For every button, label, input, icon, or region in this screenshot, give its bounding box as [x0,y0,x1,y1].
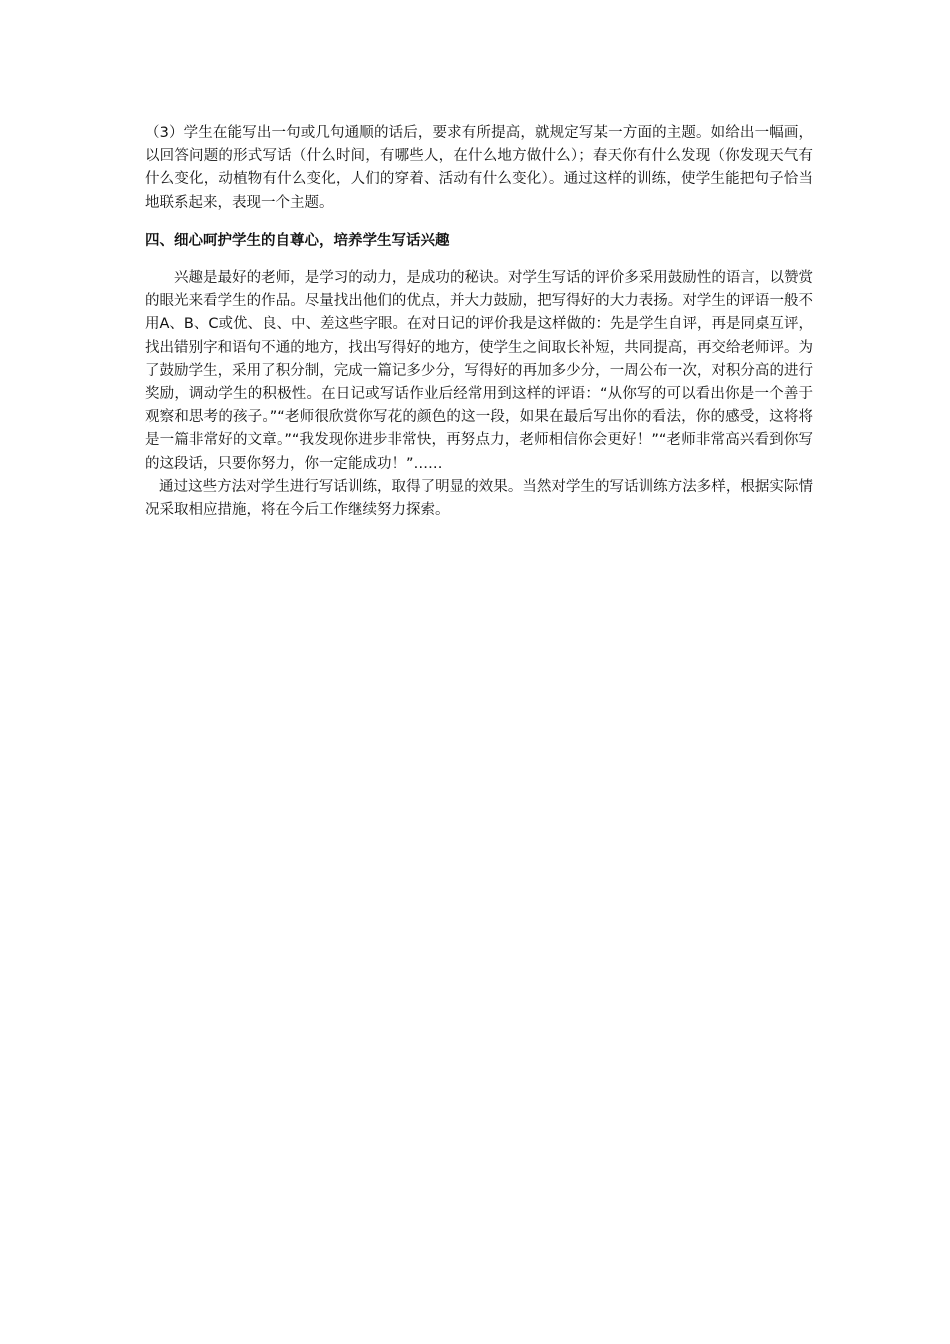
section-4-heading: 四、细心呵护学生的自尊心，培养学生写话兴趣 [145,232,450,249]
section-4-paragraph-1: 兴趣是最好的老师，是学习的动力，是成功的秘诀。对学生写话的评价多采用鼓励性的语言，以赞赏的眼光来看学生的作品。尽量找出他们的优点，并大力鼓励，把写得好的大力表扬。对学生的评语一般不用A、B、C或优、良、中、差这些字眼。在对日记的评价我是这样做的：先是学生自评，再是同桌互评，找出错别字和语句不通的地方，找出写得好的地方，使学生之间取长补短，共同提高，再交给老师评。为了鼓励学生，采用了积分制，完成一篇记多少分，写得好的再加多少分，一周公布一次，对积分高的进行奖励，调动学生的积极性。在日记或写话作业后经常用到这样的评语：“从你写的可以看出你是一个善于观察和思考的孩子。”“老师很欣赏你写花的颜色的这一段，如果在最后写出你的看法，你的感受，这将将是一篇非常好的文章。”“我发现你进步非常快，再努点力，老师相信你会更好！”“老师非常高兴看到你写的这段话，只要你努力，你一定能成功！”…… [145,270,813,472]
document-page [145,122,813,522]
paragraph-3: （3）学生在能写出一句或几句通顺的话后，要求有所提高，就规定写某一方面的主题。如给出一幅画，以回答问题的形式写话（什么时间，有哪些人，在什么地方做什么）；春天你有什么发现（你发现天气有什么变化，动植物有什么变化，人们的穿着、活动有什么变化）。通过这样的训练，使学生能把句子恰当地联系起来，表现一个主题。 [145,125,813,211]
section-4-paragraph-2: 通过这些方法对学生进行写话训练，取得了明显的效果。当然对学生的写话训练方法多样，根据实际情况采取相应措施，将在今后工作继续努力探索。 [145,478,813,519]
